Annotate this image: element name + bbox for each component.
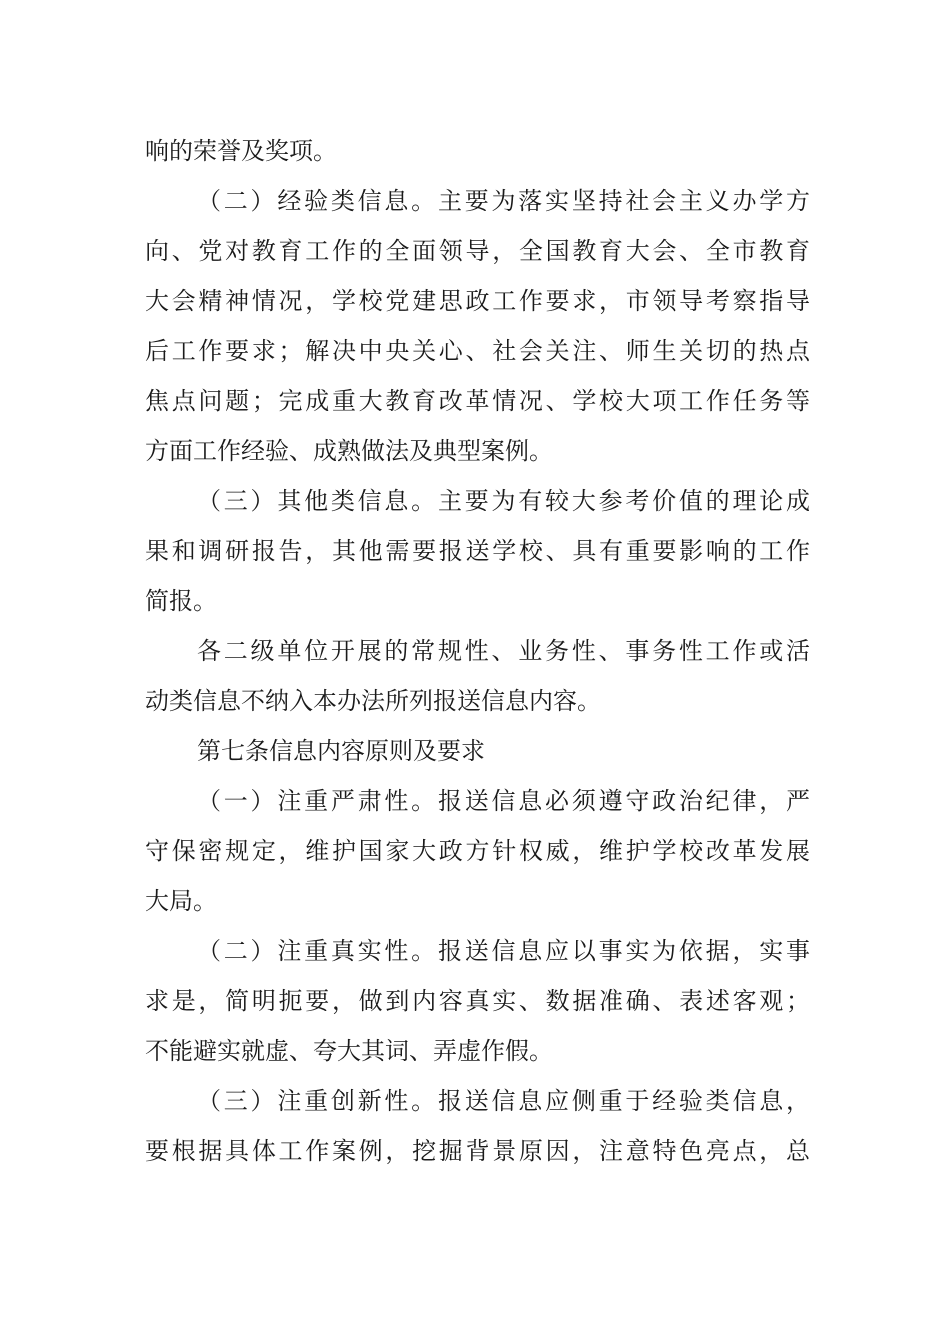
body-text-line: 方面工作经验、成熟做法及典型案例。 — [145, 437, 553, 465]
body-text-line: 简报。 — [145, 587, 217, 615]
paragraph-heading-other-info: （三）其他类信息。主要为有较大参考价值的理论成 — [197, 487, 810, 515]
body-text-line: 焦点问题；完成重大教育改革情况、学校大项工作任务等 — [145, 387, 810, 415]
paragraph-start: 各二级单位开展的常规性、业务性、事务性工作或活 — [197, 637, 810, 665]
body-text-line: 求是，简明扼要，做到内容真实、数据准确、表述客观； — [145, 987, 810, 1015]
body-text-line: 向、党对教育工作的全面领导，全国教育大会、全市教育 — [145, 237, 810, 265]
body-text-line: 要根据具体工作案例，挖掘背景原因，注意特色亮点，总 — [145, 1137, 810, 1165]
body-text-line: 动类信息不纳入本办法所列报送信息内容。 — [145, 687, 601, 715]
body-text-line: 不能避实就虚、夸大其词、弄虚作假。 — [145, 1037, 553, 1065]
paragraph-heading-seriousness: （一）注重严肃性。报送信息必须遵守政治纪律，严 — [197, 787, 810, 815]
body-text-line: 响的荣誉及奖项。 — [145, 137, 337, 165]
paragraph-heading-innovation: （三）注重创新性。报送信息应侧重于经验类信息， — [197, 1087, 810, 1115]
body-text-line: 守保密规定，维护国家大政方针权威，维护学校改革发展 — [145, 837, 810, 865]
paragraph-heading-experience-info: （二）经验类信息。主要为落实坚持社会主义办学方 — [197, 187, 810, 215]
body-text-line: 大局。 — [145, 887, 217, 915]
body-text-line: 后工作要求；解决中央关心、社会关注、师生关切的热点 — [145, 337, 810, 365]
paragraph-heading-authenticity: （二）注重真实性。报送信息应以事实为依据，实事 — [197, 937, 810, 965]
body-text-line: 果和调研报告，其他需要报送学校、具有重要影响的工作 — [145, 537, 810, 565]
article-heading: 第七条信息内容原则及要求 — [197, 737, 485, 765]
body-text-line: 大会精神情况，学校党建思政工作要求，市领导考察指导 — [145, 287, 810, 315]
